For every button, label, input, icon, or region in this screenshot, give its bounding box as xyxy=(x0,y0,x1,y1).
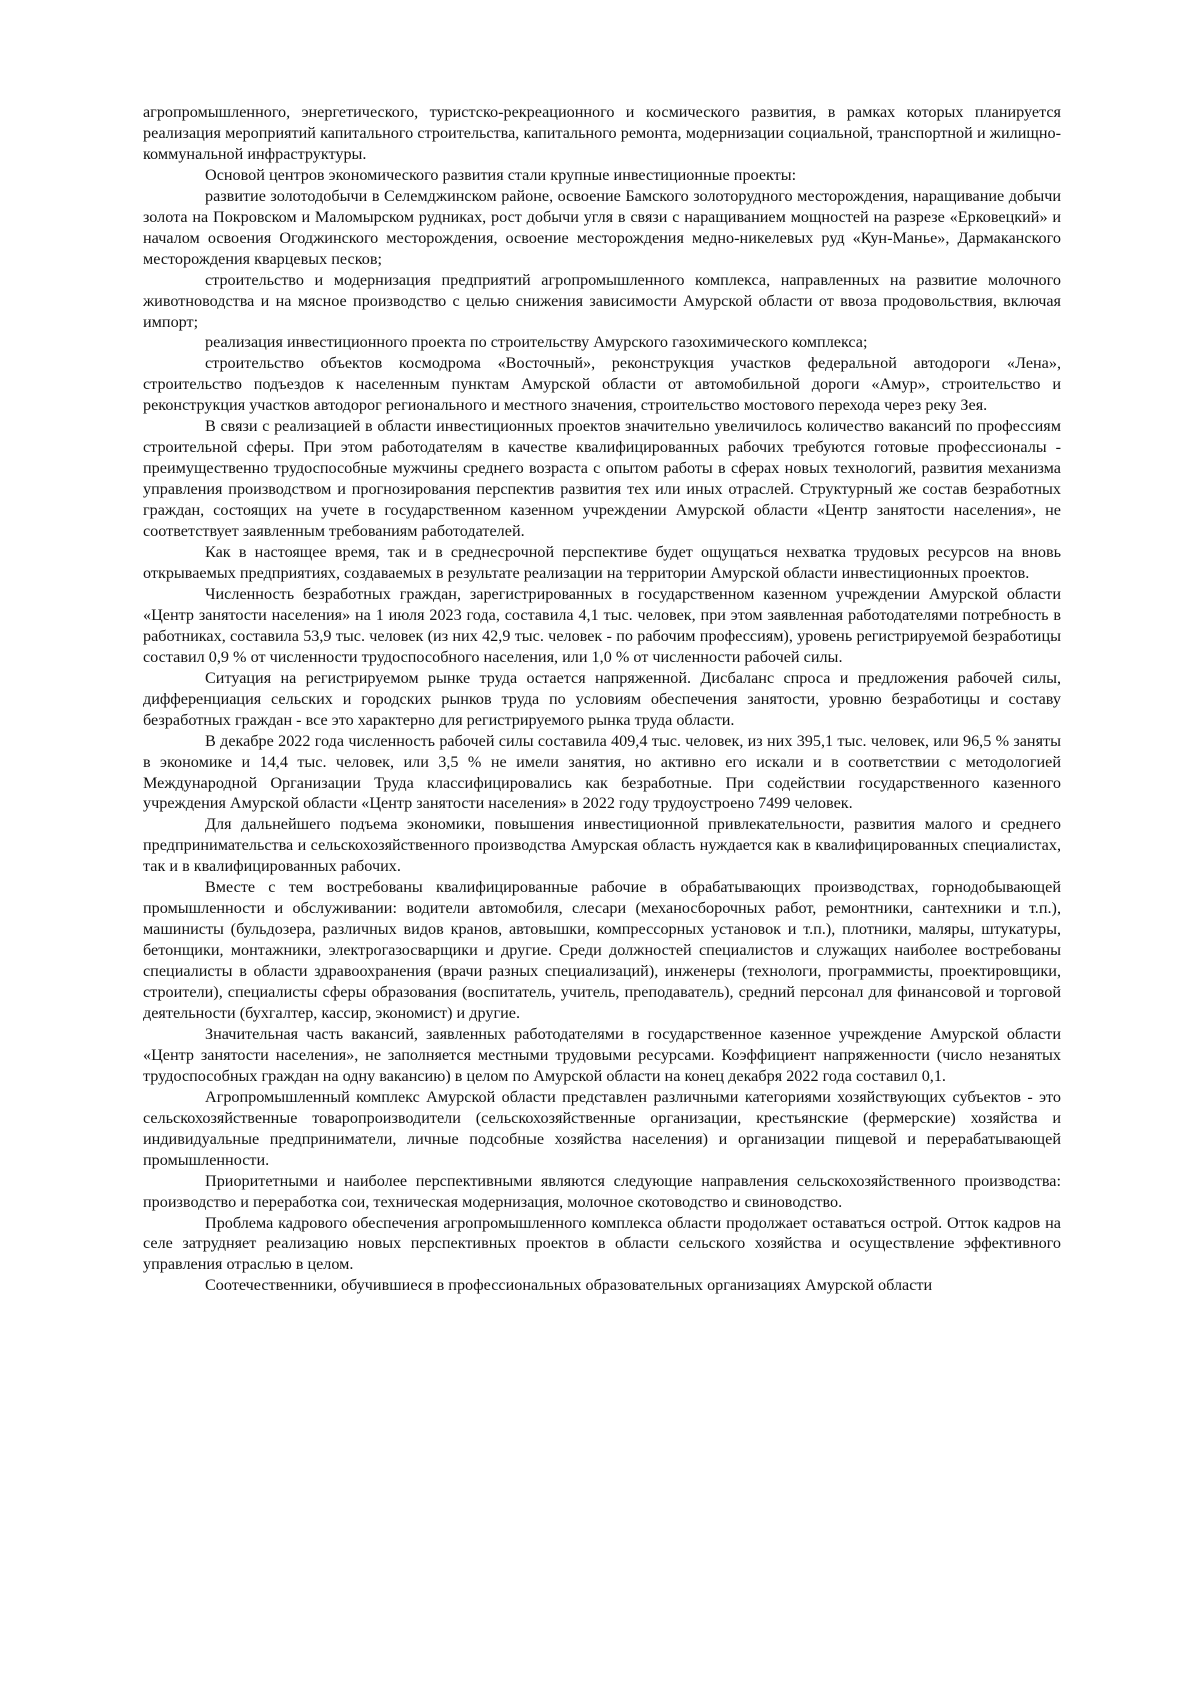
paragraph-labor-shortage: Как в настоящее время, так и в среднесрочной перспективе будет ощущаться нехватка трудовых ресурсов на вновь открываемых предприятиях, создаваемых в результате реализации на территории Амурской области инвестиционных проектов. xyxy=(143,543,1061,582)
paragraph-labor-market: Ситуация на регистрируемом рынке труда остается напряженной. Дисбаланс спроса и предложения рабочей силы, дифференциация сельских и городских рынков труда по условиям обеспечения занятости, уровню безработицы и составу безработных граждан - все это характерно для регистрируемого рынка труда области. xyxy=(143,668,1061,729)
paragraph-vacancies-unfilled: Значительная часть вакансий, заявленных работодателями в государственное казенное учреждение Амурской области «Центр занятости населения», не заполняется местными трудовыми ресурсами. Коэффициент напряженности (число незанятых трудоспособных граждан на одну вакансию) в целом по Амурской области на конец декабря 2022 года составил 0,1. xyxy=(143,1024,1061,1085)
paragraph-gas-chemical: реализация инвестиционного проекта по строительству Амурского газохимического комплекса; xyxy=(205,333,868,352)
paragraph-workforce-2022: В декабре 2022 года численность рабочей силы составила 409,4 тыс. человек, из них 395,1 тыс. человек, или 96,5 % заняты в экономике и 14,4 тыс. человек, или 3,5 % не имели занятия, но активно его искали и в соответствии с методологией Международной Организации Труда классифицировались как безработные. При содействии государственного казенного учреждения Амурской области «Центр занятости населения» в 2022 году трудоустроено 7499 человек. xyxy=(143,731,1061,813)
paragraph-continuation: агропромышленного, энергетического, туристско-рекреационного и космического развития, в рамках которых планируется реализация мероприятий капитального строительства, капитального ремонта, модернизации социальной, транспортной и жилищно-коммунальной инфраструктуры. xyxy=(143,103,1061,163)
paragraph-staffing-problem: Проблема кадрового обеспечения агропромышленного комплекса области продолжает оставаться острой. Отток кадров на селе затрудняет реализацию новых перспективных проектов в области сельского хозяйства и осуществление эффективного управления отраслью в целом. xyxy=(143,1213,1061,1274)
paragraph-priority-directions: Приоритетными и наиболее перспективными являются следующие направления сельскохозяйственного производства: производство и переработка сои, техническая модернизация, молочное скотоводство и свиноводство. xyxy=(143,1171,1061,1211)
paragraph-agro-construction: строительство и модернизация предприятий агропромышленного комплекса, направленных на развитие молочного животноводства и на мясное производство с целью снижения зависимости Амурской области от ввоза продовольствия, включая импорт; xyxy=(143,270,1061,331)
paragraph-investment-projects-intro: Основой центров экономического развития стали крупные инвестиционные проекты: xyxy=(205,165,797,184)
paragraph-cosmodrome: строительство объектов космодрома «Восточный», реконструкция участков федеральной автодороги «Лена», строительство подъездов к населенным пунктам Амурской области от автомобильной дороги «Амур», строительство и реконструкция участков автодорог регионального и местного значения, строительство мостового перехода через реку Зея. xyxy=(143,354,1061,415)
document-page xyxy=(143,102,1061,1296)
paragraph-unemployed-count: Численность безработных граждан, зарегистрированных в государственном казенном учреждении Амурской области «Центр занятости населения» на 1 июля 2023 года, составила 4,1 тыс. человек, при этом заявленная работодателями потребность в работниках, составила 53,9 тыс. человек (из них 42,9 тыс. человек - по рабочим профессиям), уровень регистрируемой безработицы составил 0,9 % от численности трудоспособного населения, или 1,0 % от численности рабочей силы. xyxy=(143,584,1061,666)
paragraph-demanded-workers: Вместе с тем востребованы квалифицированные рабочие в обрабатывающих производствах, горнодобывающей промышленности и обслуживании: водители автомобиля, слесари (механосборочных работ, ремонтники, сантехники и т.п.), машинисты (бульдозера, различных видов кранов, автовышки, компрессорных установок и т.п.), плотники, маляры, штукатуры, бетонщики, монтажники, электрогазосварщики и другие. Среди должностей специалистов и служащих наиболее востребованы специалисты в области здравоохранения (врачи разных специализаций), инженеры (технологи, программисты, проектировщики, строители), специалисты сферы образования (воспитатель, учитель, преподаватель), средний персонал для финансовой и торговой деятельности (бухгалтер, кассир, экономист) и другие. xyxy=(143,878,1061,1022)
paragraph-economy-growth: Для дальнейшего подъема экономики, повышения инвестиционной привлекательности, развития малого и среднего предпринимательства и сельскохозяйственного производства Амурская область нуждается как в квалифицированных специалистах, так и в квалифицированных рабочих. xyxy=(143,815,1061,876)
paragraph-gold-mining: развитие золотодобычи в Селемджинском районе, освоение Бамского золоторудного месторождения, наращивание добычи золота на Покровском и Маломырском рудниках, рост добычи угля в связи с наращиванием мощностей на разрезе «Ерковецкий» и началом освоения Огоджинского месторождения, освоение месторождения медно-никелевых руд «Кун-Манье», Дармаканского месторождения кварцевых песков; xyxy=(143,186,1061,268)
paragraph-vacancies: В связи с реализацией в области инвестиционных проектов значительно увеличилось количество вакансий по профессиям строительной сферы. При этом работодателям в качестве квалифицированных рабочих требуются готовые профессионалы - преимущественно трудоспособные мужчины среднего возраста с опытом работы в сферах новых технологий, развития механизма управления производством и прогнозирования перспектив развития тех или иных отраслей. Структурный же состав безработных граждан, состоящих на учете в государственном казенном учреждении Амурской области «Центр занятости населения», не соответствует заявленным требованиям работодателей. xyxy=(143,417,1061,541)
paragraph-compatriots: Соотечественники, обучившиеся в профессиональных образовательных организациях Амурской области xyxy=(205,1276,933,1295)
paragraph-agro-complex: Агропромышленный комплекс Амурской области представлен различными категориями хозяйствующих субъектов - это сельскохозяйственные товаропроизводители (сельскохозяйственные организации, крестьянские (фермерские) хозяйства и индивидуальные предприниматели, личные подсобные хозяйства населения) и организации пищевой и перерабатывающей промышленности. xyxy=(143,1087,1061,1169)
